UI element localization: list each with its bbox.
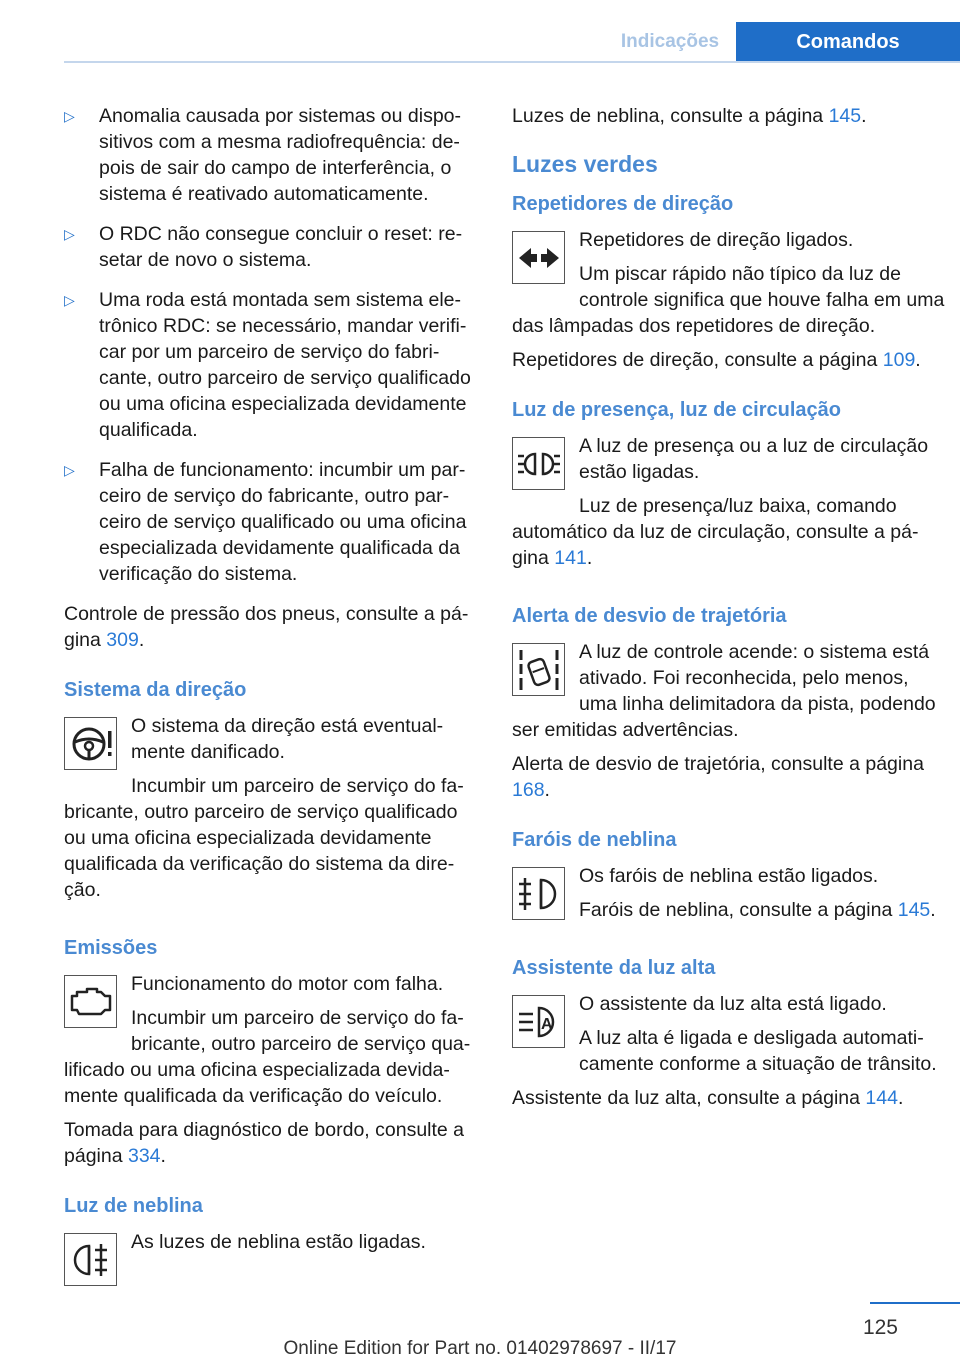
tab-indicacoes[interactable]: Indicações [604,22,736,62]
section-title-turn: Repetidores de direção [512,193,734,215]
parking-item [512,433,946,579]
emissions-text-2: Incumbir um parceiro de serviço do fabricante, outro parceiro de serviço qualificado ou uma oficina especializada devidamente qualificada da verificação do veículo. [64,1007,471,1107]
highbeam-text-1: O assistente da luz alta está ligado. [579,993,887,1015]
fog-rear-text: As luzes de neblina estão ligadas. [131,1231,426,1253]
section-title-steering: Sistema da direção [64,679,247,701]
emissions-text-1: Funcionamento do motor com falha. [131,973,444,995]
right-column [512,103,946,1125]
rear-fog-light-icon [64,1233,117,1286]
turn-text-1: Repetidores de direção ligados. [579,229,854,251]
steering-item [64,713,484,911]
fog-front-item [512,863,946,931]
list-item: ▷ Anomalia causada por sistemas ou dispositivos com a mesma radiofrequência: depois de sair do campo de interferência, o sistema é reativado automaticamente. [64,103,484,207]
lane-text-1: A luz de controle acende: o sistema está ativado. Foi reconhecida, pelo menos, uma linha delimitadora da pista, podendo ser emitidas advertências. [512,641,936,741]
list-item: ▷ O RDC não consegue concluir o reset: resetar de novo o sistema. [64,221,484,273]
page-number-rule [870,1302,960,1304]
turn-text-2: Um piscar rápido não típico da luz de controle significa que houve falha em uma das lâmpadas dos repetidores de direção. [512,263,945,337]
left-column [64,103,484,1290]
tpms-reference: Controle de pressão dos pneus, consulte a página 309. [64,603,469,651]
turn-item [512,227,946,347]
bullet-list [64,103,484,587]
highbeam-item [512,991,946,1085]
edition-footer: Online Edition for Part no. 01402978697 - II/17 [283,1338,677,1359]
section-title-emissions: Emissões [64,937,158,959]
header-rule [64,61,960,63]
diagnostic-reference: Tomada para diagnóstico de bordo, consulte a página 334. [64,1119,465,1167]
page-link[interactable]: 145 [897,899,931,921]
page-link[interactable]: 168 [512,779,545,801]
lane-item [512,639,946,751]
page-link[interactable]: 144 [865,1087,898,1109]
page-link[interactable]: 334 [127,1145,161,1167]
lane-reference: Alerta de desvio de trajetória, consulte a página 168. [512,753,924,801]
section-title-parking: Luz de presença, luz de circulação [512,399,842,421]
turn-signal-icon [512,231,565,284]
front-fog-light-icon [512,867,565,920]
section-title-fog-front: Faróis de neblina [512,829,677,851]
list-item: ▷ Uma roda está montada sem sistema eletrônico RDC: se necessário, mandar verificar por um parceiro de serviço do fabricante, outro parceiro de serviço qualificado ou uma oficina especializada devidamente qualificada. [64,287,484,443]
high-beam-assistant-icon [512,995,565,1048]
parking-text-2: Luz de presença/luz baixa, comando automático da luz de circulação, consulte a página 141. [512,495,919,569]
page-link[interactable]: 141 [554,547,587,569]
steering-text-2: Incumbir um parceiro de serviço do fabricante, outro parceiro de serviço qualificado ou uma oficina especializada devidamente qualificada da verificação do sistema da direção. [64,775,464,901]
page-link[interactable]: 109 [882,349,916,371]
svg-text:A: A [540,1015,553,1033]
section-title-highbeam: Assistente da luz alta [512,957,716,979]
section-title-lane: Alerta de desvio de trajetória [512,605,787,627]
page-number: 125 [862,1316,898,1339]
steering-warning-icon [64,717,117,770]
parking-text-1: A luz de presença ou a luz de circulação estão ligadas. [579,435,929,483]
fog-reference: Luzes de neblina, consulte a página 145. [512,105,867,127]
lane-departure-icon [512,643,565,696]
engine-icon [64,975,117,1028]
highbeam-reference: Assistente da luz alta, consulte a página 144. [512,1087,904,1109]
fog-rear-item [64,1229,484,1290]
tab-comandos[interactable]: Comandos [736,22,960,62]
list-item: ▷ Falha de funcionamento: incumbir um parceiro de serviço do fabricante, outro parceiro de serviço qualificado ou uma oficina especializada devidamente qualificada da verificação do sistema. [64,457,484,587]
section-title-green-lights: Luzes verdes [512,151,658,177]
parking-light-icon [512,437,565,490]
emissions-item [64,971,484,1117]
fog-front-text-1: Os faróis de neblina estão ligados. [579,865,879,887]
fog-front-reference: Faróis de neblina, consulte a página 145. [579,899,936,921]
steering-text-1: O sistema da direção está eventualmente danificado. [131,715,444,763]
page-link[interactable]: 309 [106,629,139,651]
chapter-tabs [604,22,960,62]
section-title-fog-rear: Luz de neblina [64,1195,203,1217]
page-link[interactable]: 145 [828,105,862,127]
highbeam-text-2: A luz alta é ligada e desligada automaticamente conforme a situação de trânsito. [579,1027,937,1075]
turn-reference: Repetidores de direção, consulte a página 109. [512,349,921,371]
